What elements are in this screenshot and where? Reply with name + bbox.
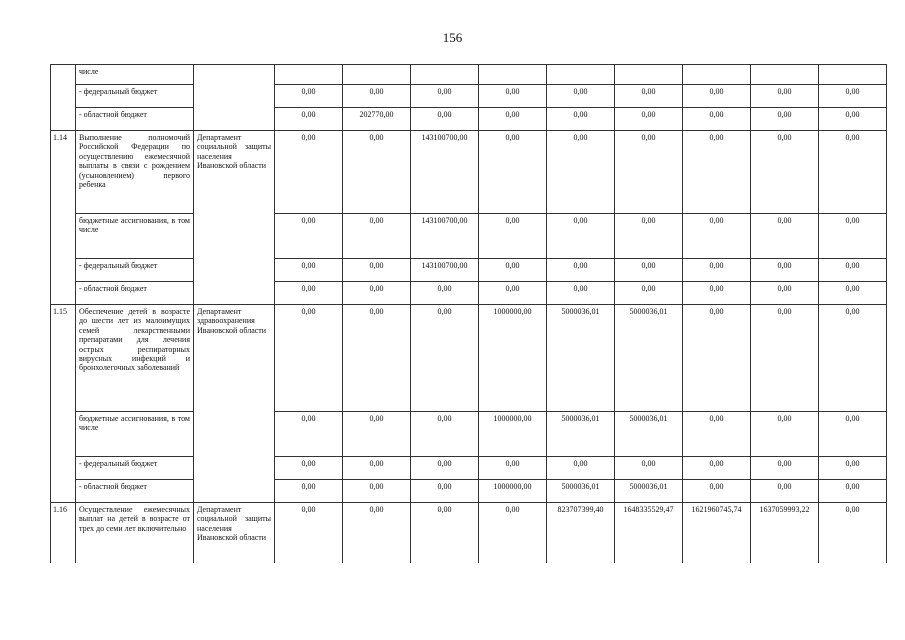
amount-cell (819, 65, 887, 85)
item-name-cell: числе (76, 65, 194, 85)
amount-cell: 0,00 (275, 305, 343, 412)
amount-cell: 0,00 (751, 305, 819, 412)
amount-cell: 0,00 (479, 131, 547, 214)
amount-cell: 0,00 (683, 214, 751, 259)
amount-cell: 0,00 (683, 480, 751, 503)
amount-cell: 0,00 (275, 259, 343, 282)
amount-cell: 0,00 (479, 457, 547, 480)
item-name-cell: - областной бюджет (76, 108, 194, 131)
item-name-cell: Обеспечение детей в возрасте до шести лет из малоимущих семей лекарственными препаратами для лечения острых респираторных вирусных инфекций и бронхолегочных заболеваний (76, 305, 194, 412)
department-cell: Департамент здравоохранения Ивановской области (194, 305, 275, 503)
amount-cell (683, 65, 751, 85)
amount-cell (479, 65, 547, 85)
amount-cell: 0,00 (479, 503, 547, 563)
item-code-cell: 1.15 (51, 305, 76, 503)
amount-cell: 0,00 (479, 282, 547, 305)
amount-cell: 0,00 (479, 85, 547, 108)
amount-cell: 1648335529,47 (615, 503, 683, 563)
amount-cell: 0,00 (275, 503, 343, 563)
item-name-cell: бюджетные ассигнования, в том числе (76, 412, 194, 457)
amount-cell (615, 65, 683, 85)
amount-cell: 0,00 (751, 214, 819, 259)
amount-cell: 0,00 (751, 85, 819, 108)
item-code-cell (51, 65, 76, 131)
item-name-cell: - федеральный бюджет (76, 259, 194, 282)
table-row (51, 282, 887, 305)
amount-cell: 143100700,00 (411, 131, 479, 214)
amount-cell: 5000036,01 (615, 305, 683, 412)
amount-cell: 823707399,40 (547, 503, 615, 563)
amount-cell: 0,00 (615, 282, 683, 305)
amount-cell: 0,00 (615, 108, 683, 131)
amount-cell: 5000036,01 (547, 480, 615, 503)
amount-cell: 0,00 (411, 412, 479, 457)
amount-cell: 5000036,01 (547, 412, 615, 457)
amount-cell: 1000000,00 (479, 480, 547, 503)
amount-cell: 0,00 (411, 282, 479, 305)
table-row (51, 457, 887, 480)
amount-cell: 0,00 (819, 108, 887, 131)
amount-cell: 143100700,00 (411, 259, 479, 282)
amount-cell: 0,00 (819, 305, 887, 412)
amount-cell: 0,00 (683, 457, 751, 480)
amount-cell: 0,00 (751, 457, 819, 480)
amount-cell: 0,00 (751, 259, 819, 282)
amount-cell: 0,00 (751, 108, 819, 131)
item-name-cell: - федеральный бюджет (76, 85, 194, 108)
item-name-cell: - федеральный бюджет (76, 457, 194, 480)
amount-cell: 0,00 (411, 108, 479, 131)
amount-cell: 0,00 (343, 305, 411, 412)
amount-cell: 0,00 (683, 85, 751, 108)
item-name-cell: Выполнение полномочий Российской Федерации по осуществлению ежемесячной выплаты в связи с рождением (усыновлением) первого ребенка (76, 131, 194, 214)
amount-cell: 0,00 (683, 282, 751, 305)
amount-cell: 0,00 (547, 108, 615, 131)
amount-cell: 0,00 (819, 131, 887, 214)
amount-cell: 0,00 (479, 108, 547, 131)
item-name-cell: - областной бюджет (76, 480, 194, 503)
amount-cell: 5000036,01 (615, 412, 683, 457)
amount-cell: 0,00 (275, 108, 343, 131)
amount-cell: 0,00 (343, 214, 411, 259)
budget-table (50, 64, 887, 563)
table-row (51, 214, 887, 259)
amount-cell: 0,00 (683, 412, 751, 457)
amount-cell: 0,00 (547, 214, 615, 259)
amount-cell: 0,00 (547, 259, 615, 282)
amount-cell: 0,00 (819, 457, 887, 480)
amount-cell: 0,00 (683, 108, 751, 131)
amount-cell: 0,00 (275, 85, 343, 108)
amount-cell: 1621960745,74 (683, 503, 751, 563)
amount-cell: 0,00 (751, 412, 819, 457)
amount-cell: 0,00 (751, 131, 819, 214)
amount-cell: 0,00 (275, 480, 343, 503)
amount-cell: 0,00 (343, 503, 411, 563)
amount-cell (343, 65, 411, 85)
amount-cell: 0,00 (819, 259, 887, 282)
amount-cell: 0,00 (547, 457, 615, 480)
amount-cell: 0,00 (411, 480, 479, 503)
table-row (51, 108, 887, 131)
amount-cell: 143100700,00 (411, 214, 479, 259)
table-row (51, 65, 887, 85)
amount-cell: 0,00 (819, 503, 887, 563)
department-cell: Департамент социальной защиты населения Ивановской области (194, 131, 275, 305)
amount-cell: 0,00 (683, 131, 751, 214)
amount-cell: 0,00 (615, 85, 683, 108)
item-code-cell: 1.16 (51, 503, 76, 563)
amount-cell: 0,00 (343, 412, 411, 457)
table-row (51, 503, 887, 563)
amount-cell: 0,00 (343, 457, 411, 480)
table-row (51, 259, 887, 282)
table-row (51, 131, 887, 214)
amount-cell: 0,00 (819, 282, 887, 305)
amount-cell: 0,00 (411, 85, 479, 108)
amount-cell: 0,00 (411, 457, 479, 480)
amount-cell: 0,00 (275, 214, 343, 259)
amount-cell: 0,00 (819, 85, 887, 108)
amount-cell: 0,00 (411, 305, 479, 412)
amount-cell: 0,00 (547, 85, 615, 108)
item-code-cell: 1.14 (51, 131, 76, 305)
amount-cell: 0,00 (275, 131, 343, 214)
amount-cell: 0,00 (751, 282, 819, 305)
amount-cell: 0,00 (343, 131, 411, 214)
amount-cell: 0,00 (615, 131, 683, 214)
amount-cell: 5000036,01 (615, 480, 683, 503)
amount-cell: 0,00 (275, 457, 343, 480)
table-row (51, 412, 887, 457)
amount-cell: 0,00 (615, 214, 683, 259)
amount-cell: 1000000,00 (479, 412, 547, 457)
amount-cell: 0,00 (343, 480, 411, 503)
item-name-cell: бюджетные ассигнования, в том числе (76, 214, 194, 259)
amount-cell: 0,00 (819, 214, 887, 259)
amount-cell: 202770,00 (343, 108, 411, 131)
department-cell (194, 65, 275, 131)
amount-cell: 0,00 (343, 282, 411, 305)
amount-cell: 0,00 (343, 259, 411, 282)
amount-cell: 0,00 (275, 412, 343, 457)
amount-cell (411, 65, 479, 85)
page-number: 156 (442, 30, 463, 45)
amount-cell: 0,00 (819, 412, 887, 457)
amount-cell: 0,00 (547, 282, 615, 305)
department-cell: Департамент социальной защиты населения Ивановской области (194, 503, 275, 563)
amount-cell: 0,00 (275, 282, 343, 305)
amount-cell: 0,00 (615, 259, 683, 282)
table-row (51, 480, 887, 503)
amount-cell: 1637059993,22 (751, 503, 819, 563)
amount-cell: 0,00 (683, 259, 751, 282)
item-name-cell: Осуществление ежемесячных выплат на детей в возрасте от трех до семи лет включительно (76, 503, 194, 563)
amount-cell: 0,00 (819, 480, 887, 503)
amount-cell (275, 65, 343, 85)
amount-cell: 0,00 (343, 85, 411, 108)
amount-cell: 0,00 (547, 131, 615, 214)
amount-cell (751, 65, 819, 85)
amount-cell: 0,00 (479, 214, 547, 259)
amount-cell: 0,00 (751, 480, 819, 503)
item-name-cell: - областной бюджет (76, 282, 194, 305)
table-row (51, 305, 887, 412)
amount-cell: 0,00 (615, 457, 683, 480)
amount-cell: 1000000,00 (479, 305, 547, 412)
table-row (51, 85, 887, 108)
amount-cell: 0,00 (683, 305, 751, 412)
amount-cell: 5000036,01 (547, 305, 615, 412)
amount-cell: 0,00 (411, 503, 479, 563)
amount-cell: 0,00 (479, 259, 547, 282)
amount-cell (547, 65, 615, 85)
